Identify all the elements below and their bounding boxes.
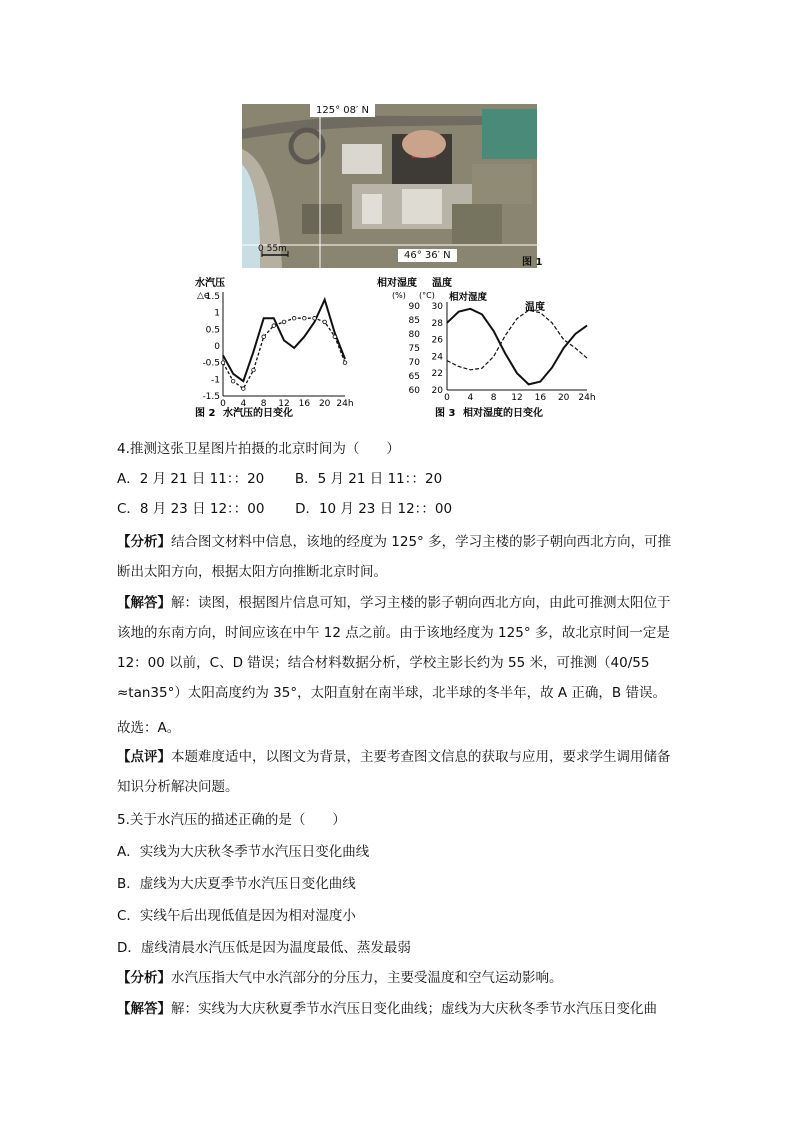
chart2-x-tick-label: 4 [467,393,474,403]
q4-analysis-tag: 【分析】 [117,534,171,550]
chart1-point [272,324,276,328]
chart2-series-humidity [447,309,587,385]
chart1-x-tick-label: 8 [260,399,267,409]
chart2-series-temperature [447,310,587,370]
chart2-x-tick-label: 12 [511,393,523,403]
q5-answer-tag: 【解答】 [117,1001,171,1017]
chart1-series-dashed [223,318,345,388]
chart1-point [292,316,296,320]
chart1-y-tick-label: 1 [214,308,220,319]
chart1-x-tick-label: 24h [336,399,354,409]
chart1-x-tick-label: 0 [220,399,226,409]
chart1-point [221,361,225,365]
chart1-series-solid [223,300,345,382]
chart2-figure-label: 图 3 [435,408,456,419]
q4-analysis [117,527,677,587]
q4-comment-tag: 【点评】 [117,749,171,765]
chart1-point [262,335,266,339]
chart2-temperature-tick-label: 24 [431,352,443,363]
chart2-ylabel-right: 温度 [432,278,452,289]
q4-comment-text: 本题难度适中，以图文为背景，主要考查图文信息的获取与应用，要求学生调用储备知识分析解决问题。 [117,749,671,795]
q4-stem: 4.推测这张卫星图片拍摄的北京时间为（ ） [117,441,400,457]
q5-option-c: C．实线午后出现低值是因为相对湿度小 [117,908,356,924]
q4-option-b: B．5 月 21 日 11：：20 [294,471,443,487]
q4-option-d: D．10 月 23 日 12：：00 [295,501,453,517]
q4-options-row2 [117,497,683,517]
chart2-humidity-tick-label: 70 [408,358,420,368]
chart1-y-tick-label: 1.5 [205,292,220,302]
chart2-x-tick-label: 16 [534,393,547,403]
chart1-title: 水汽压的日变化 [223,408,293,419]
chart1-figure-label: 图 2 [195,408,216,419]
chart1-y-tick-label: -1 [211,375,220,386]
q5-answer [117,997,683,1017]
q4-answer-text: 解：读图，根据图片信息可知，学习主楼的影子朝向西北方向，由此可推测太阳位于该地的东南方向，时间应该在中午 12 点之前。由于该地经度为 125° 多，故北京时间一定是 12：00 以前，C、D 错误；结合材料数据分析，学校主影长约为 55 米，可推测（40/55 ≈tan35°）太阳高度约为 35°，太阳直射在南半球，北半球的冬半年，故 A 正确，B 错误。 [117,595,671,701]
q5-analysis [117,966,683,986]
chart2-x-tick-label: 8 [490,393,497,403]
chart2-humidity-tick-label: 90 [408,302,420,312]
q4-choice: 故选：A。 [117,720,181,736]
chart2-series-label-humidity: 相对湿度 [449,292,488,303]
q4-answer-tag: 【解答】 [117,595,171,611]
longitude-label: 125° 08′ N [310,104,375,117]
scale-label: 0 55m [258,244,287,254]
q4-analysis-text: 结合图文材料中信息，该地的经度为 125° 多，学习主楼的影子朝向西北方向，可推断出太阳方向，根据太阳方向推断北京时间。 [117,534,672,580]
chart2-series-label-temperature: 温度 [525,302,545,313]
q5-analysis-text: 水汽压指大气中水汽部分的分压力，主要受温度和空气运动影响。 [171,970,563,986]
chart1-point [231,379,235,383]
chart1-y-tick-label: 0 [214,342,220,352]
figure1-label: 图 1 [522,257,543,268]
chart2-temperature-tick-label: 26 [431,335,443,346]
chart2-humidity-tick-label: 80 [408,330,420,340]
chart1-point [313,316,317,320]
chart1-x-tick-label: 20 [318,399,331,409]
chart1-point [333,335,337,339]
q5-option-b: B．虚线为大庆夏季节水汽压日变化曲线 [117,876,356,892]
chart1-x-tick-label: 16 [298,399,311,409]
chart2-x-tick-label: 20 [557,393,570,403]
chart1-point [252,368,256,372]
chart2-ylabel-left: 相对湿度 [377,278,417,289]
chart1-x-tick-label: 4 [240,399,247,409]
q4-options-row1 [117,467,683,487]
chart1-point [242,387,246,391]
chart2-ylabel-left-unit: (%) [392,291,406,300]
q4-comment [117,742,677,802]
charts-panel [195,276,605,421]
chart1-point [303,316,307,320]
chart1-point [282,320,286,324]
chart2-humidity-tick-label: 60 [408,386,420,396]
q5-answer-text: 解：实线为大庆秋夏季节水汽压日变化曲线；虚线为大庆秋冬季节水汽压日变化曲 [171,1001,657,1017]
chart2-temperature-tick-label: 30 [431,302,443,312]
chart2-temperature-tick-label: 20 [431,386,443,396]
chart2-humidity-tick-label: 85 [408,316,420,326]
q4-option-c: C．8 月 23 日 12：：00 [117,501,265,517]
q5-stem: 5.关于水汽压的描述正确的是（ ） [117,812,346,828]
q5-analysis-tag: 【分析】 [117,970,171,986]
chart1-y-tick-label: -1.5 [202,392,220,402]
chart2-title: 相对湿度的日变化 [463,408,543,419]
chart2-temperature-tick-label: 28 [431,318,443,329]
chart2-humidity-tick-label: 65 [408,372,420,382]
chart1-point [323,320,327,324]
chart2-x-tick-label: 0 [444,393,450,403]
q4-answer [117,588,677,708]
chart2-humidity-tick-label: 75 [408,344,420,354]
chart1-y-tick-label: -0.5 [202,358,220,369]
chart2-x-tick-label: 24h [578,393,596,403]
latitude-label: 46° 36′ N [398,249,457,262]
chart1-x-tick-label: 12 [278,399,290,409]
q5-option-a: A．实线为大庆秋冬季节水汽压日变化曲线 [117,844,370,860]
chart1-y-tick-label: 0.5 [205,325,220,336]
chart1-point [343,361,347,365]
chart2-ylabel-right-unit: (°C) [419,291,435,300]
q4-option-a: A．2 月 21 日 11：：20 [117,471,265,487]
chart2-temperature-tick-label: 22 [431,369,443,380]
chart1-ylabel2: △e [197,291,210,301]
q5-option-d: D．虚线清晨水汽压低是因为温度最低、蒸发最弱 [117,940,411,956]
chart1-ylabel: 水汽压 [195,278,225,289]
